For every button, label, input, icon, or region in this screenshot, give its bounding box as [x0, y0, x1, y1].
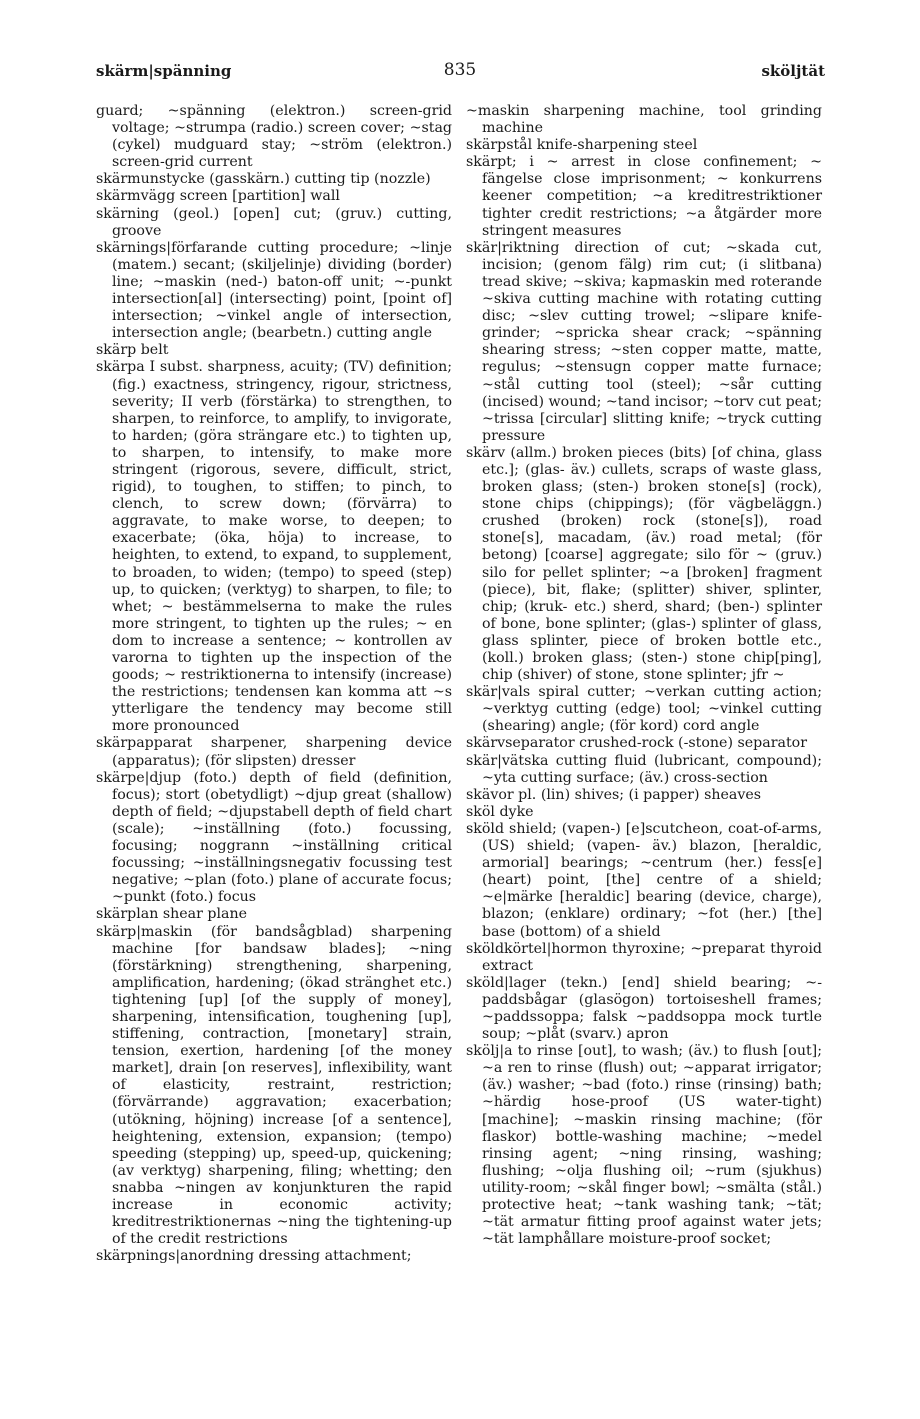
entry-r0: ~maskin sharpening machine, tool grinding machine — [466, 103, 822, 137]
page-number: 835 — [443, 60, 477, 80]
entry-l5: skärp belt — [96, 342, 169, 359]
entry-l4: skärnings|förfarande cutting procedure; ~linje (matem.) secant; (skiljelinje) dividing (border) line; ~maskin (ned-) baton-off unit; ~-punkt intersection[al] (intersecting) point, [point of] intersection; ~vinkel angle of intersection, intersection angle; (bearbetn.) cutting angle — [96, 239, 452, 342]
entry-r4: skärv (allm.) broken pieces (bits) [of china, glass etc.]; (glas- äv.) cullets, scraps of waste glass, broken glass; (sten-) broken stone[s] (rock), stone chips (chippings); (för vägbeläggn.) crushed (broken) rock (stone[s]), road stone[s], macadam, (äv.) road metal; (för betong) [coarse] aggregate; silo för ~ (gruv.) silo for pellet splinter; ~a [broken] fragment (piece), bit, flake; (splitter) shiver, splinter, chip; (kruk- etc.) sherd, shard; (ben-) splinter of bone, bone splinter; (glas-) splinter of glass, glass splinter, piece of broken bottle etc., (koll.) broken glass; (sten-) stone chip[ping], chip (shiver) of stone, stone splinter; jfr ~ — [466, 444, 822, 684]
entry-l10: skärp|maskin (för bandsågblad) sharpening machine [for bandsaw blades]; ~ning (förstärkning) strengthening, sharpening, amplification, hardening; (ökad stränghet etc.) tightening [up] [of the supply of money], sharpening, intensification, toughening [up], stiffening, contraction, [monetary] strain, tension, exertion, hardening [of the money market], drain [on reserves], inflexibility, want of elasticity, restraint, restriction; (förvärrande) aggravation; exacerbation; (utökning, höjning) increase [of a sentence], heightening, extension, expansion; (tempo) speeding (stepping) up, speed-up, quickening; (av verktyg) sharpening, filing; whetting; den snabba ~ningen av konjunkturen the rapid increase in economic activity; kreditrestriktionernas ~ning the tightening-up of the credit restrictions — [96, 923, 452, 1248]
entry-r1: skärpstål knife-sharpening steel — [466, 137, 698, 154]
entry-l0: guard; ~spänning (elektron.) screen-grid voltage; ~strumpa (radio.) screen cover; ~stag (cykel) mudguard stay; ~ström (elektron.) screen-grid current — [96, 103, 452, 171]
entry-r2: skärpt; i ~ arrest in close confinement; ~ fängelse close imprisonment; ~ konkurrens keener competition; ~a kreditrestriktioner tighter credit restrictions; ~a åtgärder more stringent measures — [466, 154, 822, 239]
entry-l3: skärning (geol.) [open] cut; (gruv.) cutting, groove — [96, 205, 452, 239]
entry-r11: sköldkörtel|hormon thyroxine; ~preparat thyroid extract — [466, 940, 822, 974]
entry-l7: skärpapparat sharpener, sharpening device (apparatus); (för slipsten) dresser — [96, 735, 452, 769]
left-column — [96, 103, 452, 1265]
entry-r8: skävor pl. (lin) shives; (i papper) sheaves — [466, 786, 762, 803]
entry-r7: skär|vätska cutting fluid (lubricant, compound); ~yta cutting surface; (äv.) cross-section — [466, 752, 822, 786]
entry-r10: sköld shield; (vapen-) [e]scutcheon, coat-of-arms, (US) shield; (vapen- äv.) blazon, [heraldic, armorial] bearings; ~centrum (her.) fess[e] (heart) point, [the] centre of a shield; ~e|märke [heraldic] bearing (device, charge), blazon; (enklare) ordinary; ~fot (her.) [the] base (bottom) of a shield — [466, 820, 822, 940]
entry-r6: skärvseparator crushed-rock (-stone) separator — [466, 735, 807, 752]
running-head-left: skärm|spänning — [96, 62, 232, 80]
entry-r3: skär|riktning direction of cut; ~skada cut, incision; (genom fälg) rim cut; (i slitbana) tread skive; ~skiva; kapmaskin med roterande ~skiva cutting machine with rotating cutting disc; ~slev cutting trowel; ~slipare knife-grinder; ~spricka shear crack; ~spänning shearing stress; ~sten copper matte, matte, regulus; ~stensugn copper matte furnace; ~stål cutting tool (steel); ~sår cutting (incised) wound; ~tand incisor; ~torv cut peat; ~trissa [circular] slitting knife; ~tryck cutting pressure — [466, 239, 822, 444]
entry-l6: skärpa I subst. sharpness, acuity; (TV) definition; (fig.) exactness, stringency, rigour, strictness, severity; II verb (förstärka) to strengthen, to sharpen, to reinforce, to amplify, to invigorate, to harden; (göra strängare etc.) to tighten up, to sharpen, to intensify, to make more stringent (rigorous, severe, difficult, strict, rigid), to toughen, to stiffen; to pinch, to clench, to screw down; (förvärra) to aggravate, to make worse, to deepen; to exacerbate; (öka, höja) to increase, to heighten, to extend, to expand, to supplement, to broaden, to widen; (tempo) to speed (step) up, to quicken; (verktyg) to sharpen, to file; to whet; ~ bestämmelserna to make the rules more stringent, to tighten up the rules; ~ en dom to increase a sentence; ~ kontrollen av varorna to tighten up the inspection of the goods; ~ restriktionerna to intensify (increase) the restrictions; tendensen kan komma att ~s ytterligare the tendency may become still more pronounced — [96, 359, 452, 735]
entry-l8: skärpe|djup (foto.) depth of field (definition, focus); stort (obetydligt) ~djup great (shallow) depth of field; ~djupstabell depth of field chart (scale); ~inställning (foto.) focussing, focusing; noggrann ~inställning critical focussing; ~inställningsnegativ focussing test negative; ~plan (foto.) plane of accurate focus; ~punkt (foto.) focus — [96, 769, 452, 906]
entry-l1: skärmunstycke (gasskärn.) cutting tip (nozzle) — [96, 171, 431, 188]
entry-l2: skärmvägg screen [partition] wall — [96, 188, 340, 205]
entry-r9: sköl dyke — [466, 803, 534, 820]
right-column — [466, 103, 822, 1248]
entry-l9: skärplan shear plane — [96, 906, 248, 923]
entry-l11: skärpnings|anordning dressing attachment; — [96, 1248, 412, 1265]
running-head-right: sköljtät — [761, 62, 825, 80]
entry-r13: skölj|a to rinse [out], to wash; (äv.) to flush [out]; ~a ren to rinse (flush) out; ~apparat irrigator; (äv.) washer; ~bad (foto.) rinse (rinsing) bath; ~härdig hose-proof (US water-tight) [machine]; ~maskin rinsing machine; (för flaskor) bottle-washing machine; ~medel rinsing agent; ~ning rinsing, washing; flushing; ~olja flushing oil; ~rum (sjukhus) utility-room; ~skål finger bowl; ~smälta (stål.) protective heat; ~tank washing tank; ~tät; ~tät armatur fitting proof against water jets; ~tät lamphållare moisture-proof socket; — [466, 1043, 822, 1248]
entry-r12: sköld|lager (tekn.) [end] shield bearing; ~-paddsbågar (glasögon) tortoiseshell frames; ~paddssoppa; falsk ~paddsoppa mock turtle soup; ~plåt (svarv.) apron — [466, 974, 822, 1043]
entry-r5: skär|vals spiral cutter; ~verkan cutting action; ~verktyg cutting (edge) tool; ~vinkel cutting (shearing) angle; (för kord) cord angle — [466, 684, 822, 735]
